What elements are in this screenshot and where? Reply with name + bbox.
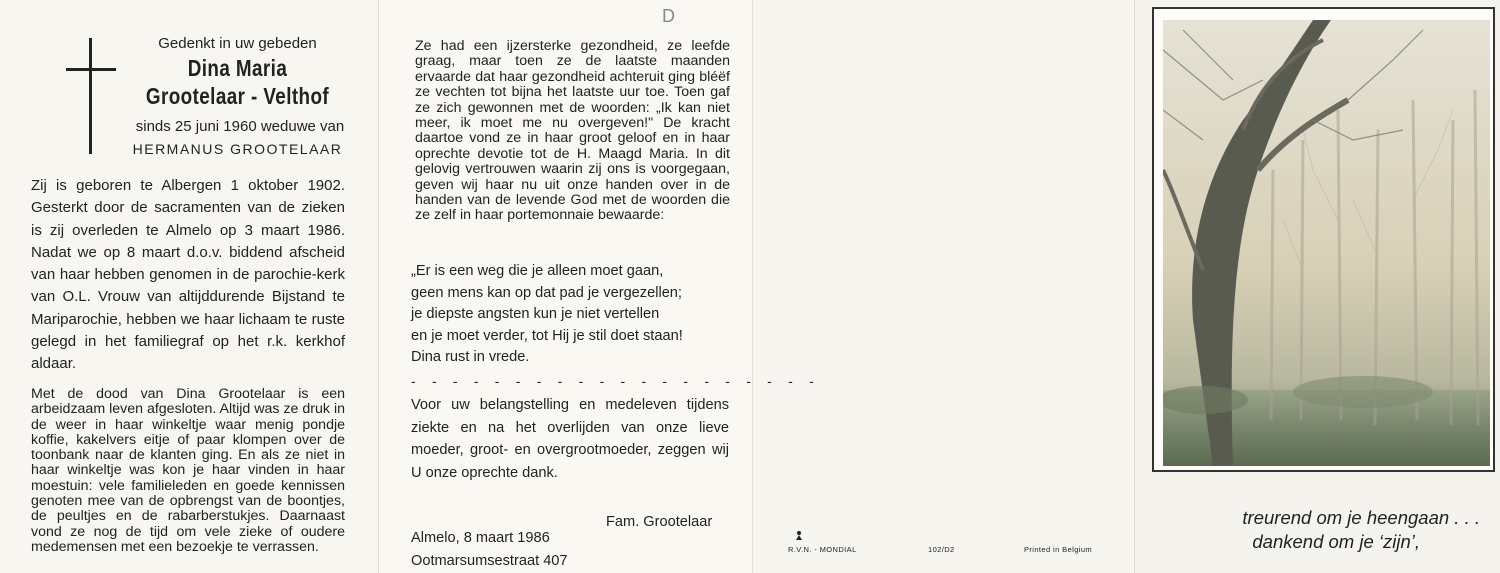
dashed-divider: - - - - - - - - - - - - - - - - - - - - xyxy=(411,373,820,389)
fold-line xyxy=(378,0,379,573)
biography-paragraph: Zij is geboren te Albergen 1 oktober 1902. Gesterkt door de sacramenten van de zieken is zij overleden te Almelo op 3 maart 1986. Nadat we op 8 maart d.o.v. biddend afscheid van haar hebben genomen in de parochie-kerk van O.L. Vrouw van altijddurende Bijstand te Mariparochie, hebben we haar lichaam te ruste gelegd in het familiegraf op het r.k. kerkhof aldaar. xyxy=(31,177,345,373)
corner-mark: D xyxy=(662,6,675,26)
fold-line xyxy=(752,0,753,573)
caption-line2: dankend om je ‘zijn’, xyxy=(1252,531,1420,552)
poem-line: en je moet verder, tot Hij je stil doet staan! xyxy=(411,327,683,344)
printer-name: R.V.N. - MONDIAL xyxy=(788,545,857,554)
caption-line1: treurend om je heengaan . . . xyxy=(1242,507,1480,528)
faith-paragraph: Ze had een ijzersterke gezondheid, ze leefde graag, maar toen ze de laatste maanden ervaarde dat haar gezondheid achteruit ging bléëf ze vechten tot bijna het laatste uur toe. Toen gaf ze zich gewonnen met de woorden: „Ik kan niet meer, ik moet me nu overgeven!" De kracht daartoe vond ze in haar groot geloof en in haar oprechte devotie tot de H. Maagd Maria. In dit gelovig vertrouwen waarin zij ons is voorgegaan, geven wij haar nu uit onze handen over in de handen van de levende God met de woorden die ze zelf in haar portemonnaie bewaarde: xyxy=(415,38,730,224)
address: Ootmarsumsestraat 407 xyxy=(411,553,568,569)
card-code: 102/D2 xyxy=(928,545,955,554)
husband-name: HERMANUS GROOTELAAR xyxy=(132,141,343,157)
deceased-name-line1: Dina Maria xyxy=(187,55,288,81)
poem-line: geen mens kan op dat pad je vergezellen; xyxy=(411,284,682,301)
poem-line: Dina rust in vrede. xyxy=(411,349,530,366)
printer-logo-icon xyxy=(795,530,803,540)
cross-icon-bar xyxy=(66,68,116,71)
prayer-heading: Gedenkt in uw gebeden xyxy=(158,35,317,52)
life-paragraph: Met de dood van Dina Grootelaar is een arbeidzaam leven afgesloten. Altijd was ze druk in de weer in haar winkeltje waar menig pondje koffie, kakelvers eitje of paar klompen over de toonbank naar de klanten ging. En als ze niet in haar winkeltje was kon je haar vinden in haar moestuin: vele familieleden en goede kennissen genoten mee van de opbrengst van de boontjes, de peultjes en de rabarberstukjes. Daarnaast vond ze nog de tijd om vele zieke of oudere medemensen met een bezoekje te verrassen. xyxy=(31,386,345,555)
middle-right-panel xyxy=(752,0,1134,573)
misty-forest-photo xyxy=(1163,20,1490,466)
fold-line xyxy=(1134,0,1135,573)
thanks-paragraph: Voor uw belangstelling en medeleven tijdens ziekte en na het overlijden van onze lieve moeder, groot- en overgrootmoeder, zeggen wij U onze oprechte dank. xyxy=(411,397,729,481)
family-signature: Fam. Grootelaar xyxy=(606,514,713,530)
place-date: Almelo, 8 maart 1986 xyxy=(411,530,550,546)
cross-icon xyxy=(89,38,92,154)
poem-line: „Er is een weg die je alleen moet gaan, xyxy=(411,263,664,279)
poem-line: je diepste angsten kun je niet vertellen xyxy=(411,306,660,323)
printed-in: Printed in Belgium xyxy=(1024,545,1093,554)
widow-line: sinds 25 juni 1960 weduwe van xyxy=(135,118,345,135)
poem xyxy=(411,261,731,369)
deceased-name-line2: Grootelaar - Velthof xyxy=(145,83,330,109)
